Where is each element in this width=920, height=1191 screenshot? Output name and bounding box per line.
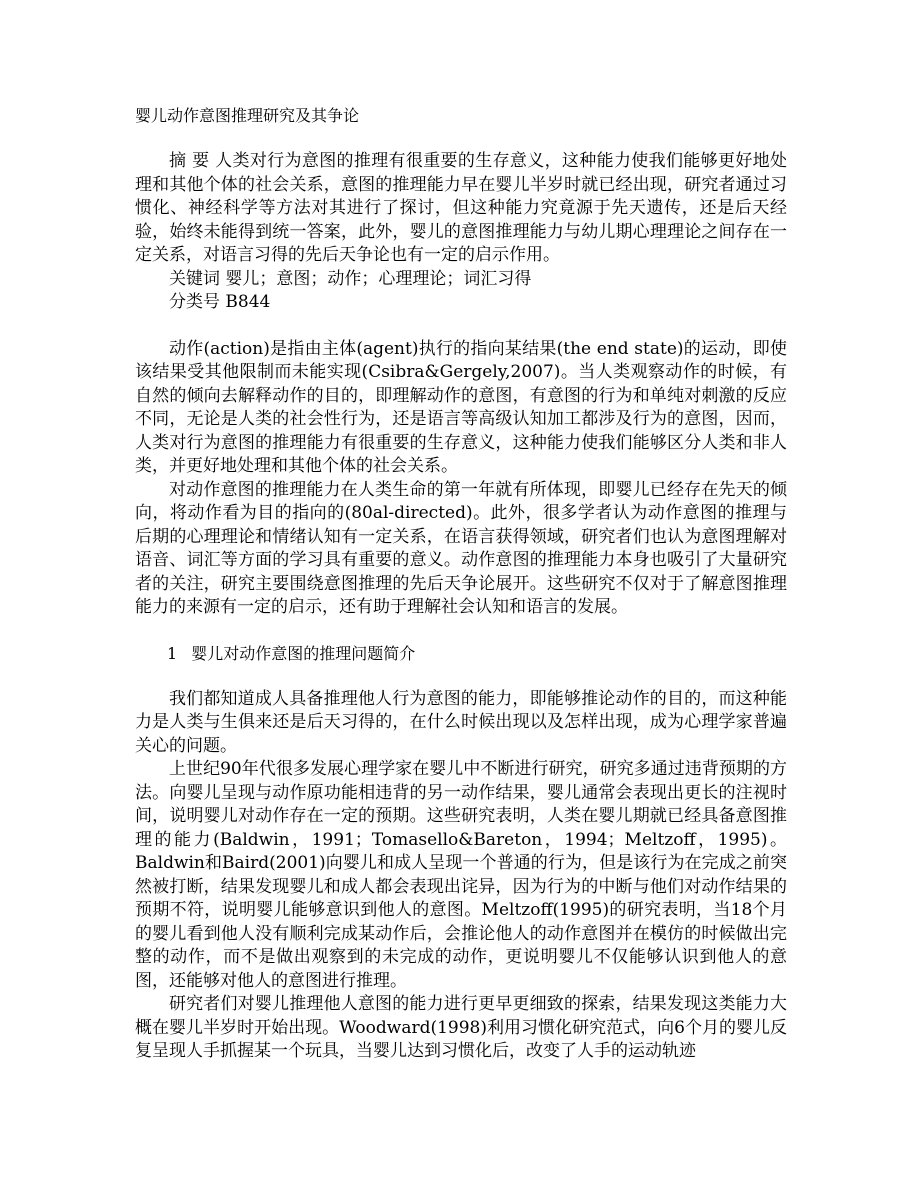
abstract: 摘 要 人类对行为意图的推理有很重要的生存意义，这种能力使我们能够更好地处理和其他个体的社会关系，意图的推理能力早在婴儿半岁时就已经出现，研究者通过习惯化、神经科学等方法对其进行了探讨，但这种能力究竟源于先天遗传，还是后天经验，始终未能得到统一答案，此外，婴儿的意图推理能力与幼儿期心理理论之间存在一定关系，对语言习得的先后天争论也有一定的启示作用。 xyxy=(135,151,787,265)
document-page xyxy=(135,104,787,1064)
intro-paragraph: 对动作意图的推理能力在人类生命的第一年就有所体现，即婴儿已经存在先天的倾向，将动作看为目的指向的(80al-directed)。此外，很多学者认为动作意图的推理与后期的心理理论和情绪认知有一定关系，在语言获得领域，研究者们也认为意图理解对语音、词汇等方面的学习具有重要的意义。动作意图的推理能力本身也吸引了大量研究者的关注，研究主要围绕意图推理的先后天争论展开。这些研究不仅对于了解意图推理能力的来源有一定的启示，还有助于理解社会认知和语言的发展。 xyxy=(135,479,787,617)
keywords: 关键词 婴儿；意图；动作；心理理论；词汇习得 xyxy=(169,268,532,289)
section-paragraph: 上世纪90年代很多发展心理学家在婴儿中不断进行研究，研究多通过违背预期的方法。向婴儿呈现与动作原功能相违背的另一动作结果，婴儿通常会表现出更长的注视时间，说明婴儿对动作存在一定的预期。这些研究表明，人类在婴儿期就已经具备意图推理的能力(Baldwin，1991；Tomasello&Bareton，1994；Meltzoff，1995)。Baldwin和Baird(2001)向婴儿和成人呈现一个普通的行为，但是该行为在完成之前突然被打断，结果发现婴儿和成人都会表现出诧异，因为行为的中断与他们对动作结果的预期不符，说明婴儿能够意识到他人的意图。Meltzoff(1995)的研究表明，当18个月的婴儿看到他人没有顺利完成某动作后，会推论他人的动作意图并在模仿的时候做出完整的动作，而不是做出观察到的未完成的动作，更说明婴儿不仅能够认识到他人的意图，还能够对他人的意图进行推理。 xyxy=(135,759,787,991)
section-paragraph: 研究者们对婴儿推理他人意图的能力进行更早更细致的探索，结果发现这类能力大概在婴儿半岁时开始出现。Woodward(1998)利用习惯化研究范式，向6个月的婴儿反复呈现人手抓握某一个玩具，当婴儿达到习惯化后，改变了人手的运动轨迹 xyxy=(135,994,787,1061)
section-heading xyxy=(135,642,787,666)
section-number: 1 xyxy=(167,643,178,663)
classification-number: 分类号 B844 xyxy=(169,292,271,312)
section-title: 婴儿对动作意图的推理问题简介 xyxy=(191,643,416,663)
paper-title: 婴儿动作意图推理研究及其争论 xyxy=(135,106,360,125)
intro-paragraph: 动作(action)是指由主体(agent)执行的指向某结果(the end state)的运动，即使该结果受其他限制而未能实现(Csibra&Gergely,2007)。当人类观察动作的时候，有自然的倾向去解释动作的目的，即理解动作的意图，有意图的行为和单纯对刺激的反应不同，无论是人类的社会性行为，还是语言等高级认知加工都涉及行为的意图，因而，人类对行为意图的推理能力有很重要的生存意义，这种能力使我们能够区分人类和非人类，并更好地处理和其他个体的社会关系。 xyxy=(135,338,787,476)
section-paragraph: 我们都知道成人具备推理他人行为意图的能力，即能够推论动作的目的，而这种能力是人类与生俱来还是后天习得的，在什么时候出现以及怎样出现，成为心理学家普遍关心的问题。 xyxy=(135,688,787,756)
